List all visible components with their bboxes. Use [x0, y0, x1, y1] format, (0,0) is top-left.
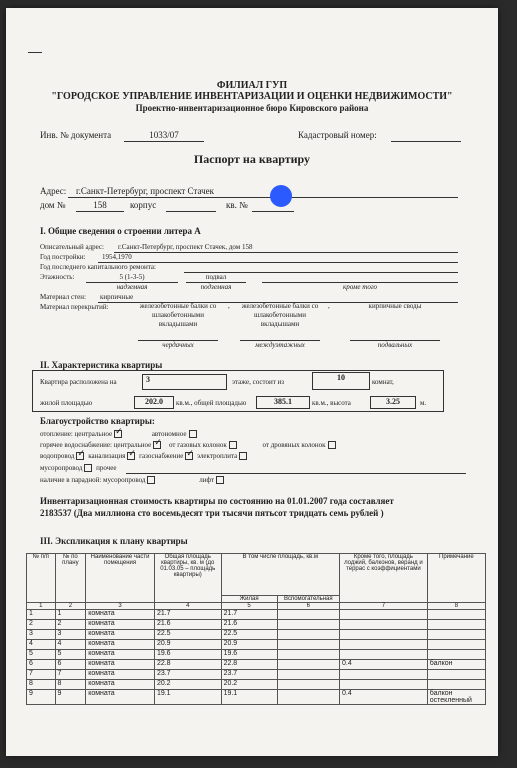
address-value: г.Санкт-Петербург, проспект Стачек	[76, 186, 214, 196]
row-n: 3	[27, 630, 56, 640]
rooms-suffix: комнат,	[372, 378, 394, 386]
row-name: комната	[86, 630, 155, 640]
row-n: 2	[27, 620, 56, 630]
row-name: комната	[86, 620, 155, 630]
check-hotwater-central	[153, 441, 161, 449]
house-label: дом №	[40, 200, 66, 210]
row-aux	[277, 640, 339, 650]
hotwater-row: горячее водоснабжение: центральное✓ от газовых колонок от дровяных колонок	[40, 441, 338, 449]
row-name: комната	[86, 640, 155, 650]
cadastral-label: Кадастровый номер:	[298, 130, 377, 140]
check-chute	[84, 464, 92, 472]
row-n: 5	[27, 650, 56, 660]
check-gas	[185, 452, 193, 460]
row-extra	[340, 650, 428, 660]
kv-label: кв. №	[226, 200, 248, 210]
desc-value: г.Санкт-Петербург, проспект Стачек, дом 158	[118, 243, 253, 251]
slab3-caption: подвальных	[377, 341, 413, 349]
corner-mark	[28, 52, 42, 53]
table-row	[27, 620, 486, 630]
row-aux	[277, 620, 339, 630]
row-n: 9	[27, 690, 56, 705]
check-lift	[216, 476, 224, 484]
col-aux: Вспомогательная	[277, 596, 339, 603]
slab1-value: железобетонные балки со шлакобетонными вкладышами	[139, 302, 217, 328]
row-living: 23.7	[221, 670, 277, 680]
row-note	[427, 620, 485, 630]
table-row	[27, 650, 486, 660]
row-n: 6	[27, 660, 56, 670]
blue-dot-marker	[270, 185, 292, 207]
house-number: 158	[93, 200, 107, 210]
row-n: 7	[27, 670, 56, 680]
walls-label: Материал стен:	[40, 293, 86, 301]
slab2-caption: междуэтажных	[255, 341, 305, 349]
row-living: 20.9	[221, 640, 277, 650]
check-water	[76, 452, 84, 460]
row-n: 4	[27, 640, 56, 650]
living-label: жилой площадью	[40, 399, 93, 407]
value-line1: Инвентаризационная стоимость квартиры по состоянию на 01.01.2007 года составляет	[40, 496, 394, 506]
heating-row: отопление: центральное✓ автономное	[40, 430, 199, 438]
table-row	[27, 680, 486, 690]
korpus-label: корпус	[130, 200, 157, 210]
row-plan: 9	[55, 690, 86, 705]
amenities-title: Благоустройство квартиры:	[40, 416, 155, 426]
col-living: Жилая	[221, 596, 277, 603]
row-aux	[277, 610, 339, 620]
slab1-caption: чердачных	[162, 341, 194, 349]
floor-value: 3	[142, 374, 227, 390]
row-extra	[340, 670, 428, 680]
row-name: комната	[86, 670, 155, 680]
total-label: кв.м., общей площадью	[176, 399, 247, 407]
row-living: 19.1	[221, 690, 277, 705]
row-note	[427, 630, 485, 640]
address-label: Адрес:	[40, 186, 67, 196]
row-note	[427, 650, 485, 660]
section2-title: II. Характеристика квартиры	[40, 360, 163, 370]
row-name: комната	[86, 660, 155, 670]
col-total: Общая площадь квартиры, кв. м (до 01.03.05 – площадь квартиры)	[154, 554, 221, 603]
row-plan: 3	[55, 630, 86, 640]
col-extra: Кроме того, площадь лоджий, балконов, веранд и террас с коэффициентами	[340, 554, 428, 603]
col-name: Наименование части помещения	[86, 554, 155, 603]
row-plan: 8	[55, 680, 86, 690]
row-living: 19.6	[221, 650, 277, 660]
table-row	[27, 690, 486, 705]
row-living: 21.6	[221, 620, 277, 630]
row-total: 22.5	[154, 630, 221, 640]
row-total: 20.2	[154, 680, 221, 690]
row-total: 23.7	[154, 670, 221, 680]
row-plan: 6	[55, 660, 86, 670]
row-note: балкон остекленный	[427, 690, 485, 705]
front-row: наличие в парадной: мусоропровод лифт	[40, 476, 226, 484]
table-row	[27, 630, 486, 640]
row-note: балкон	[427, 660, 485, 670]
section3-title: III. Экспликация к плану квартиры	[40, 536, 188, 546]
underground-caption: подземная	[200, 283, 232, 291]
col-note: Примечание	[427, 554, 485, 603]
row-n: 8	[27, 680, 56, 690]
col-incl: В том числе площадь, кв.м	[221, 554, 339, 596]
row-n: 1	[27, 610, 56, 620]
height-value: 3.25	[370, 396, 416, 409]
header-line2: "ГОРОДСКОЕ УПРАВЛЕНИЕ ИНВЕНТАРИЗАЦИИ И ОЦЕНКИ НЕДВИЖИМОСТИ"	[51, 91, 453, 102]
row-name: комната	[86, 680, 155, 690]
doc-label: Инв. № документа	[40, 130, 112, 140]
row-aux	[277, 660, 339, 670]
besides-caption: кроме того	[342, 283, 378, 291]
row-aux	[277, 690, 339, 705]
total-value: 385.1	[256, 396, 310, 409]
row-plan: 7	[55, 670, 86, 680]
row-total: 22.8	[154, 660, 221, 670]
row-plan: 5	[55, 650, 86, 660]
row-note	[427, 640, 485, 650]
above-ground-caption: надземная	[116, 283, 148, 291]
slab2-value: железобетонные балки со шлакобетонными вкладышами	[241, 302, 319, 328]
column-number-row: 1 2 3 4 5 6 7 8	[27, 603, 486, 610]
check-hotwater-wood	[328, 441, 336, 449]
year-repair-label: Год последнего капитального ремонта:	[40, 263, 156, 271]
value-line2: 2183537 (Два миллиона сто восемьдесят три тысячи пятьсот тридцать семь рублей )	[40, 508, 384, 518]
row-aux	[277, 670, 339, 680]
doc-number: 1033/07	[149, 130, 179, 140]
table-row	[27, 640, 486, 650]
height-label: кв.м., высота	[312, 399, 351, 407]
row-plan: 1	[55, 610, 86, 620]
slabs-label: Материал перекрытий:	[40, 303, 109, 311]
col-plan: № по плану	[55, 554, 86, 603]
utilities-row: водопровод✓ канализация✓ газоснабжение✓ электроплита	[40, 452, 249, 460]
row-extra	[340, 620, 428, 630]
located-label: Квартира расположена на	[40, 378, 117, 386]
header-line1: ФИЛИАЛ ГУП	[216, 80, 288, 91]
row-aux	[277, 650, 339, 660]
row-total: 19.1	[154, 690, 221, 705]
row-name: комната	[86, 610, 155, 620]
row-note	[427, 670, 485, 680]
document-page: ФИЛИАЛ ГУП "ГОРОДСКОЕ УПРАВЛЕНИЕ ИНВЕНТАРИЗАЦИИ И ОЦЕНКИ НЕДВИЖИМОСТИ" Проектно-инвентаризационное бюро Кировского района Инв. № документа 1033/07 Кадастровый номер: Паспорт на квартиру Адрес: г.Санкт-Петербург, проспект Стачек дом № 158 корпус кв. № I. Общие сведения о строении литера А Описательный адрес: г.Санкт-Петербург, проспект Стачек, дом 158 Год постройки: 1954,1970 Год последнего капитального ремонта: Этажность: 5 (1-3-5) подвал надземная подземная кроме того Материал стен: кирпичные Материал перекрытий: железобетонные балки со шлакобетонными вкладышами , железобетонные балки со шлакобетонными вкладышами , кирпичные своды чердачных междуэтажных подвальных II. Характеристика квартиры Квартира расположена на 3 этаже, состоит из 10 комнат, жилой площадью 202.0 кв.м., общей площадью 385.1 кв.м., высота 3.25 м. Благоустройство квартиры: отопление: центральное✓ автономное горячее водоснабжение: центральное✓ от газовых колонок от дровяных колонок водопровод✓ канализация✓ газоснабжение✓ электроплита мусоропровод прочее наличие в парадной: мусоропровод лифт Инвентаризационная стоимость квартиры по состоянию на 01.01.2007 года составляет 2183537 (Два миллиона сто восемьдесят три тысячи пятьсот тридцать семь рублей ) III. Экспликация к плану квартиры	[6, 8, 498, 756]
header-line3: Проектно-инвентаризационное бюро Кировского района	[135, 103, 369, 113]
row-living: 21.7	[221, 610, 277, 620]
row-aux	[277, 630, 339, 640]
floor-suffix: этаже, состоит из	[232, 378, 285, 386]
check-hotwater-gas	[229, 441, 237, 449]
row-extra	[340, 680, 428, 690]
slab3-value: кирпичные своды	[368, 302, 422, 310]
check-heating-autonomous	[189, 430, 197, 438]
rooms-value: 10	[312, 372, 370, 390]
row-extra	[340, 630, 428, 640]
row-note	[427, 610, 485, 620]
row-living: 22.5	[221, 630, 277, 640]
row-name: комната	[86, 690, 155, 705]
chute-row: мусоропровод прочее	[40, 464, 117, 472]
floors-label: Этажность:	[40, 273, 75, 281]
row-living: 20.2	[221, 680, 277, 690]
table-row	[27, 660, 486, 670]
desc-label: Описательный адрес:	[40, 243, 104, 251]
check-front-chute	[147, 476, 155, 484]
col-n: № п/п	[27, 554, 56, 603]
row-total: 20.9	[154, 640, 221, 650]
year-built-label: Год постройки:	[40, 253, 86, 261]
table-row	[27, 610, 486, 620]
row-extra	[340, 610, 428, 620]
row-plan: 2	[55, 620, 86, 630]
row-note	[427, 680, 485, 690]
row-total: 21.6	[154, 620, 221, 630]
row-aux	[277, 680, 339, 690]
row-extra	[340, 640, 428, 650]
check-stove	[239, 452, 247, 460]
row-total: 19.6	[154, 650, 221, 660]
floors-value: 5 (1-3-5)	[119, 273, 145, 281]
page-title: Паспорт на квартиру	[193, 152, 311, 166]
height-unit: м.	[420, 399, 427, 407]
row-extra: 0.4	[340, 660, 428, 670]
row-total: 21.7	[154, 610, 221, 620]
section1-title: I. Общие сведения о строении литера А	[40, 226, 201, 236]
living-value: 202.0	[134, 396, 174, 409]
row-extra: 0.4	[340, 690, 428, 705]
explication-table	[26, 553, 486, 705]
basement-value: подвал	[205, 273, 227, 281]
check-heating-central	[114, 430, 122, 438]
row-living: 22.8	[221, 660, 277, 670]
year-built: 1954,1970	[102, 253, 132, 261]
row-name: комната	[86, 650, 155, 660]
table-row	[27, 670, 486, 680]
walls-value: кирпичные	[100, 293, 134, 301]
row-plan: 4	[55, 640, 86, 650]
check-sewer	[127, 452, 135, 460]
